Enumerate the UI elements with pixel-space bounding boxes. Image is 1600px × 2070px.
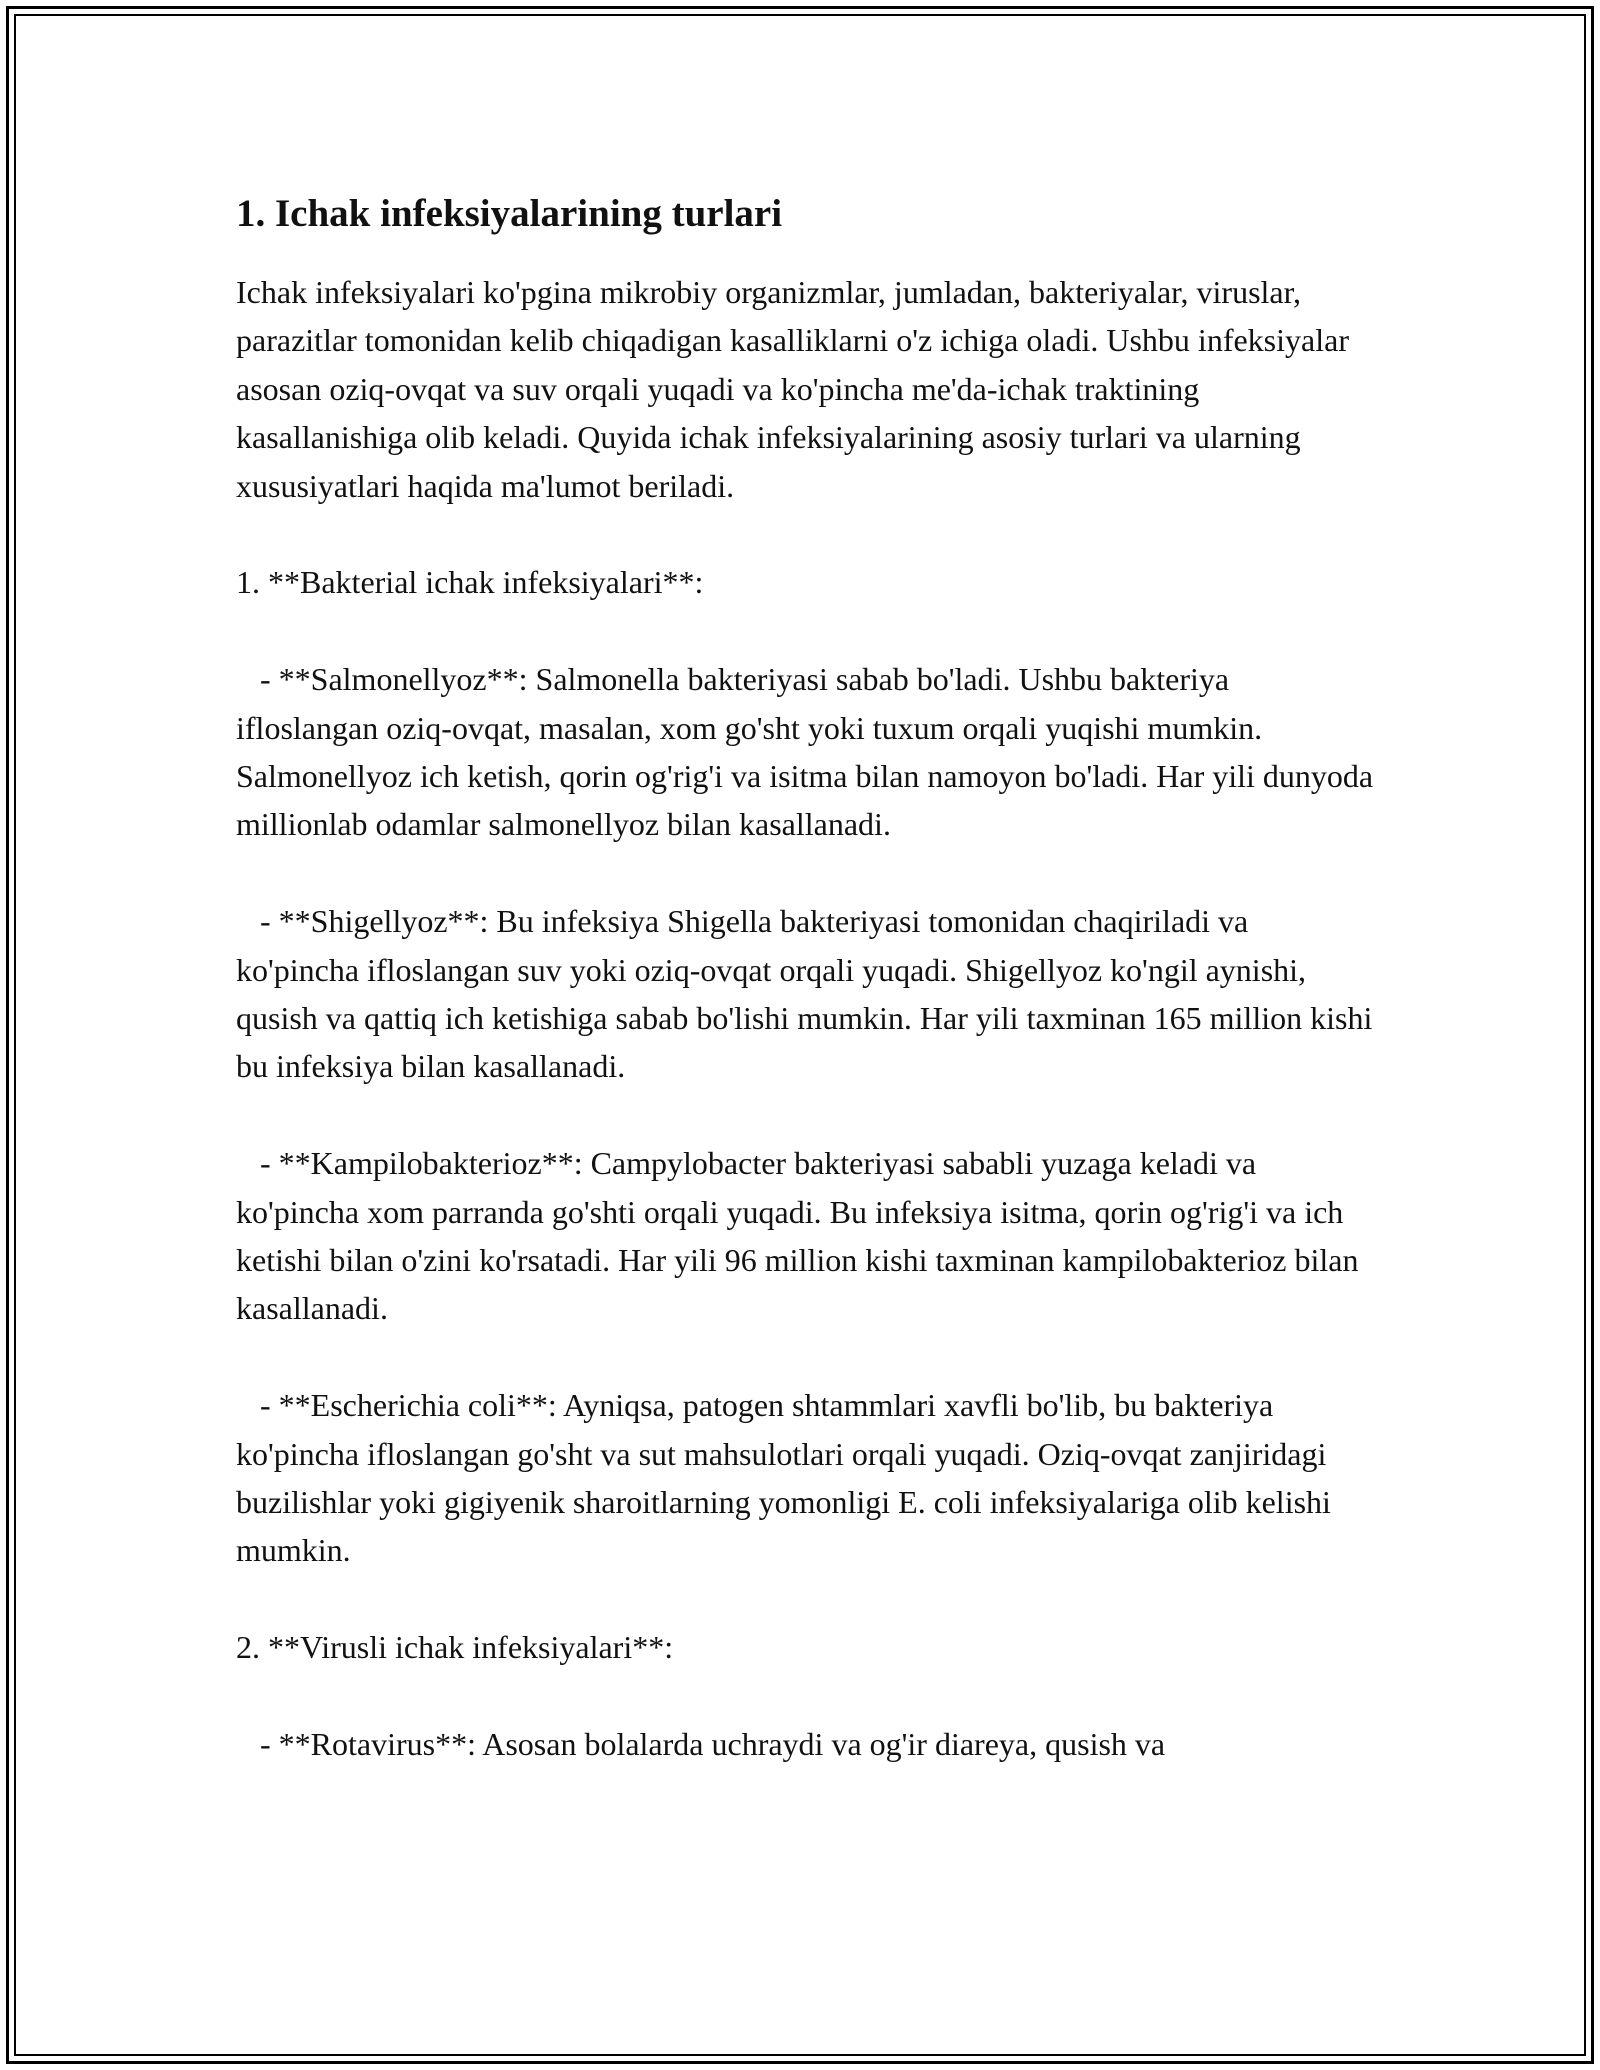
paragraph-spacer	[236, 1091, 1376, 1139]
paragraph-spacer	[236, 849, 1376, 897]
paragraph-spacer	[236, 1575, 1376, 1623]
list-item-kampilobakterioz	[236, 1139, 1376, 1333]
section-title-viral: 2. **Virusli ichak infeksiyalari**:	[236, 1629, 674, 1666]
paragraph-spacer	[236, 1672, 1376, 1720]
paragraph-spacer	[236, 1333, 1376, 1381]
document-heading: 1. Ichak infeksiyalarining turlari	[236, 192, 783, 235]
intro-paragraph: Ichak infeksiyalari ko'pgina mikrobiy organizmlar, jumladan, bakteriyalar, viruslar, parazitlar tomonidan kelib chiqadigan kasalliklarni o'z ichiga oladi. Ushbu infeksiyalar asosan oziq-ovqat va suv orqali yuqadi va ko'pincha me'da-ichak traktining kasallanishiga olib keladi. Quyida ichak infeksiyalarining asosiy turlari va ularning xususiyatlari haqida ma'lumot beriladi.	[236, 274, 1357, 504]
list-item-shigellyoz	[236, 897, 1381, 1091]
document-body	[236, 188, 1382, 1768]
list-item-text: - **Rotavirus**: Asosan bolalarda uchraydi va og'ir diareya, qusish va	[260, 1726, 1166, 1763]
list-item-text: - **Shigellyoz**: Bu infeksiya Shigella bakteriyasi tomonidan chaqiriladi va ko'pincha ifloslangan suv yoki oziq-ovqat orqali yuqadi. Shigellyoz ko'ngil aynishi, qusish va qattiq ich ketishiga sabab bo'lishi mumkin. Har yili taxminan 165 million kishi bu infeksiya bilan kasallanadi.	[236, 903, 1381, 1085]
list-item-text: - **Escherichia coli**: Ayniqsa, patogen shtammlari xavfli bo'lib, bu bakteriya ko'pincha ifloslangan go'sht va sut mahsulotlari orqali yuqadi. Oziq-ovqat zanjiridagi buzilishlar yoki gigiyenik sharoitlarning yomonligi E. coli infeksiyalariga olib kelishi mumkin.	[236, 1387, 1339, 1569]
section-title-bacterial: 1. **Bakterial ichak infeksiyalari**:	[236, 564, 704, 601]
list-item-salmonellyoz	[236, 655, 1382, 849]
paragraph-spacer	[236, 510, 1376, 558]
list-item-text: - **Salmonellyoz**: Salmonella bakteriyasi sabab bo'ladi. Ushbu bakteriya ifloslangan oziq-ovqat, masalan, xom go'sht yoki tuxum orqali yuqishi mumkin. Salmonellyoz ich ketish, qorin og'rig'i va isitma bilan namoyon bo'ladi. Har yili dunyoda millionlab odamlar salmonellyoz bilan kasallanadi.	[236, 661, 1382, 843]
list-item-ecoli	[236, 1381, 1376, 1575]
paragraph-spacer	[236, 607, 1376, 655]
list-item-text: - **Kampilobakterioz**: Campylobacter bakteriyasi sababli yuzaga keladi va ko'pincha xom parranda go'shti orqali yuqadi. Bu infeksiya isitma, qorin og'rig'i va ich ketishi bilan o'zini ko'rsatadi. Har yili 96 million kishi taxminan kampilobakterioz bilan kasallanadi.	[236, 1145, 1367, 1327]
list-item-rotavirus	[236, 1720, 1376, 1768]
